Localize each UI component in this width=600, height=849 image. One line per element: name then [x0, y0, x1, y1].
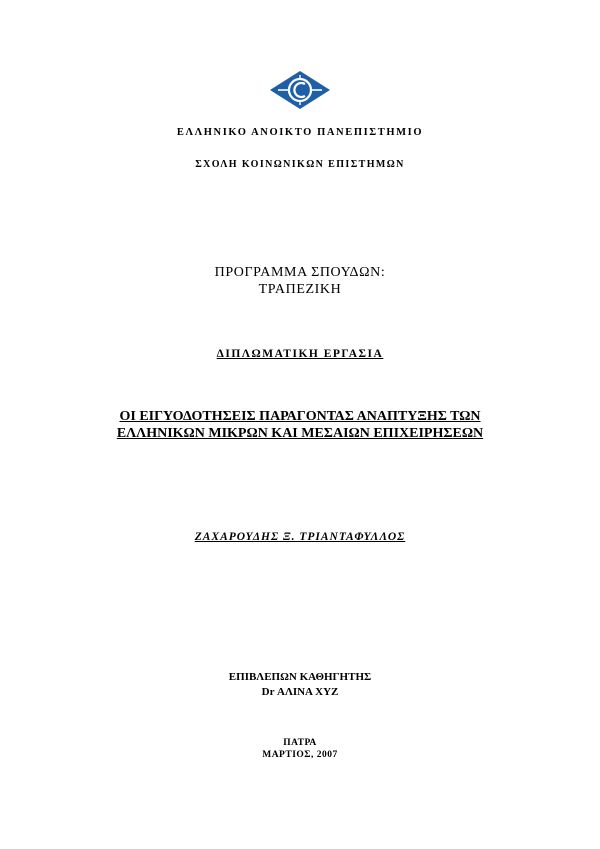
author-name: ΖΑΧΑΡΟΥΔΗΣ Ξ. ΤΡΙΑΝΤΑΦΥΛΛΟΣ [194, 531, 406, 543]
program-name: ΤΡΑΠΕΖΙΚΗ [258, 282, 342, 297]
date: ΜΑΡΤΙΟΣ, 2007 [262, 750, 338, 760]
thesis-title-line-1: ΟΙ ΕΙΓΥΟΔΟΤΗΣΕΙΣ ΠΑΡΑΓΟΝΤΑΣ ΑΝΑΠΤΥΞΗΣ ΤΩΝ [119, 409, 481, 424]
university-name: ΕΛΛΗΝΙΚΟ ΑΝΟΙΚΤΟ ΠΑΝΕΠΙΣΤΗΜΙΟ [176, 127, 424, 138]
thesis-title-line-2: ΕΛΛΗΝΙΚΩΝ ΜΙΚΡΩΝ ΚΑΙ ΜΕΣΑΙΩΝ ΕΠΙΧΕΙΡΗΣΕΩΝ [116, 426, 484, 441]
place: ΠΑΤΡΑ [283, 738, 317, 748]
school-name: ΣΧΟΛΗ ΚΟΙΝΩΝΙΚΩΝ ΕΠΙΣΤΗΜΩΝ [195, 159, 405, 170]
document-type: ΔΙΠΛΩΜΑΤΙΚΗ ΕΡΓΑΣΙΑ [216, 348, 384, 360]
supervisor-name: Dr ΑΛΙΝΑ ΧΥΖ [261, 686, 339, 698]
program-label: ΠΡΟΓΡΑΜΜΑ ΣΠΟΥΔΩΝ: [214, 265, 386, 280]
university-emblem-icon [268, 70, 332, 110]
supervisor-label: ΕΠΙΒΛΕΠΩΝ ΚΑΘΗΓΗΤΗΣ [228, 671, 372, 683]
